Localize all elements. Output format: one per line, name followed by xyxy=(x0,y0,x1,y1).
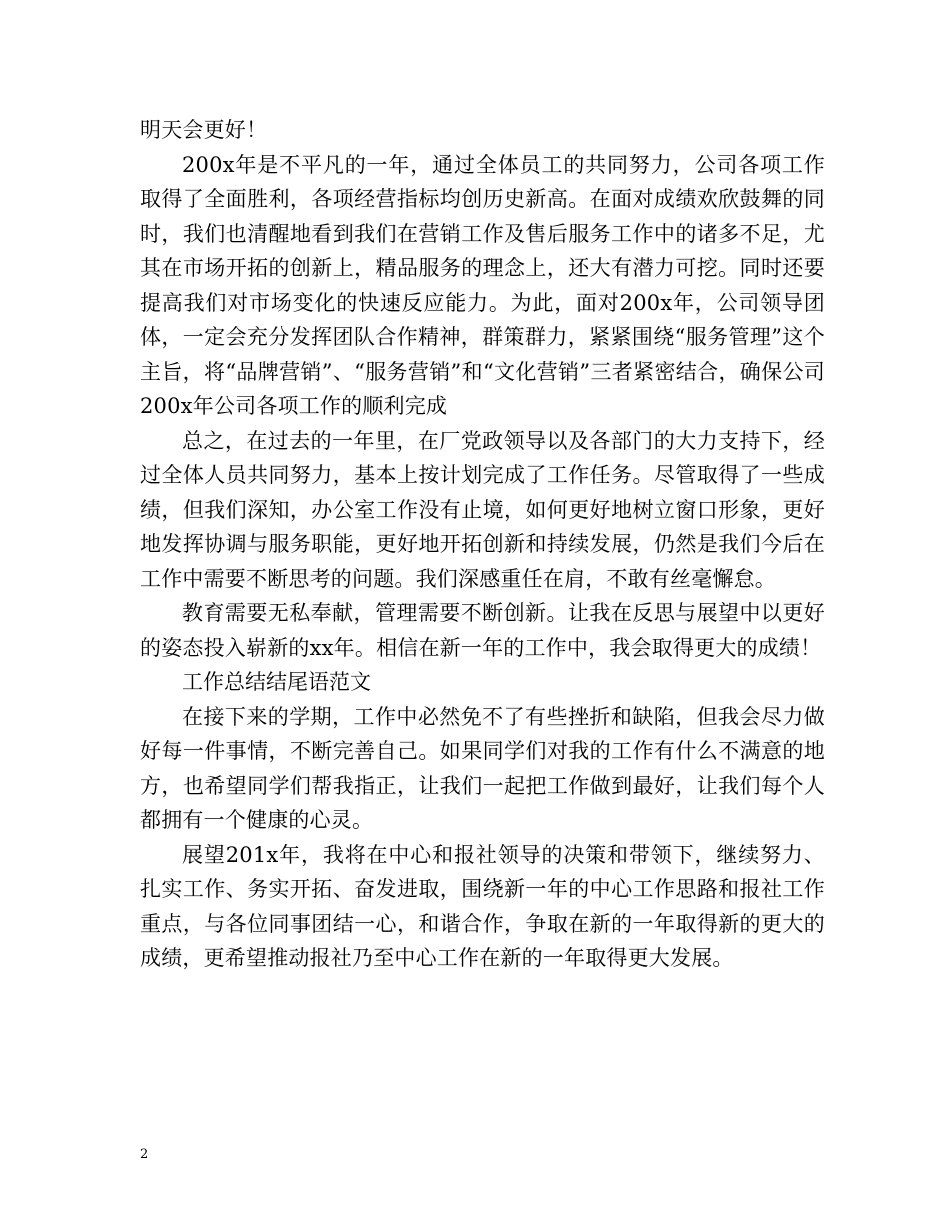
paragraph-outlook-201x: 展望201x年，我将在中心和报社领导的决策和带领下，继续努力、扎实工作、务实开拓、奋发进取，围绕新一年的中心工作思路和报社工作重点，与各位同事团结一心，和谐合作，争取在新的一年取得新的更大的成绩，更希望推动报社乃至中心工作在新的一年取得更大发展。 xyxy=(140,842,825,970)
paragraph-conclusion: 总之，在过去的一年里，在厂党政领导以及各部门的大力支持下，经过全体人员共同努力，基本上按计划完成了工作任务。尽管取得了一些成绩，但我们深知，办公室工作没有止境，如何更好地树立窗口形象，更好地发挥协调与服务职能，更好地开拓创新和持续发展，仍然是我们今后在工作中需要不断思考的问题。我们深感重任在肩，不敢有丝毫懈怠。 xyxy=(140,428,825,591)
paragraph-200x-summary: 200x年是不平凡的一年，通过全体员工的共同努力，公司各项工作取得了全面胜利，各项经营指标均创历史新高。在面对成绩欢欣鼓舞的同时，我们也清醒地看到我们在营销工作及售后服务工作中的诸多不足，尤其在市场开拓的创新上，精品服务的理念上，还大有潜力可挖。同时还要提高我们对市场变化的快速反应能力。为此，面对200x年，公司领导团体，一定会充分发挥团队合作精神，群策群力，紧紧围绕“服务管理”这个主旨，将“品牌营销”、“服务营销”和“文化营销”三者紧密结合，确保公司200x年公司各项工作的顺利完成 xyxy=(140,152,825,418)
document-body xyxy=(140,113,825,976)
section-heading: 工作总结结尾语范文 xyxy=(182,670,371,694)
paragraph-education: 教育需要无私奉献，管理需要不断创新。让我在反思与展望中以更好的姿态投入崭新的xx年。相信在新一年的工作中，我会取得更大的成绩！ xyxy=(140,601,825,660)
paragraph-next-semester: 在接下来的学期，工作中必然免不了有些挫折和缺陷，但我会尽力做好每一件事情，不断完善自己。如果同学们对我的工作有什么不满意的地方，也希望同学们帮我指正，让我们一起把工作做到最好，让我们每个人都拥有一个健康的心灵。 xyxy=(140,704,825,832)
paragraph-continuation: 明天会更好！ xyxy=(140,118,268,142)
page-number: 2 xyxy=(140,1147,149,1162)
